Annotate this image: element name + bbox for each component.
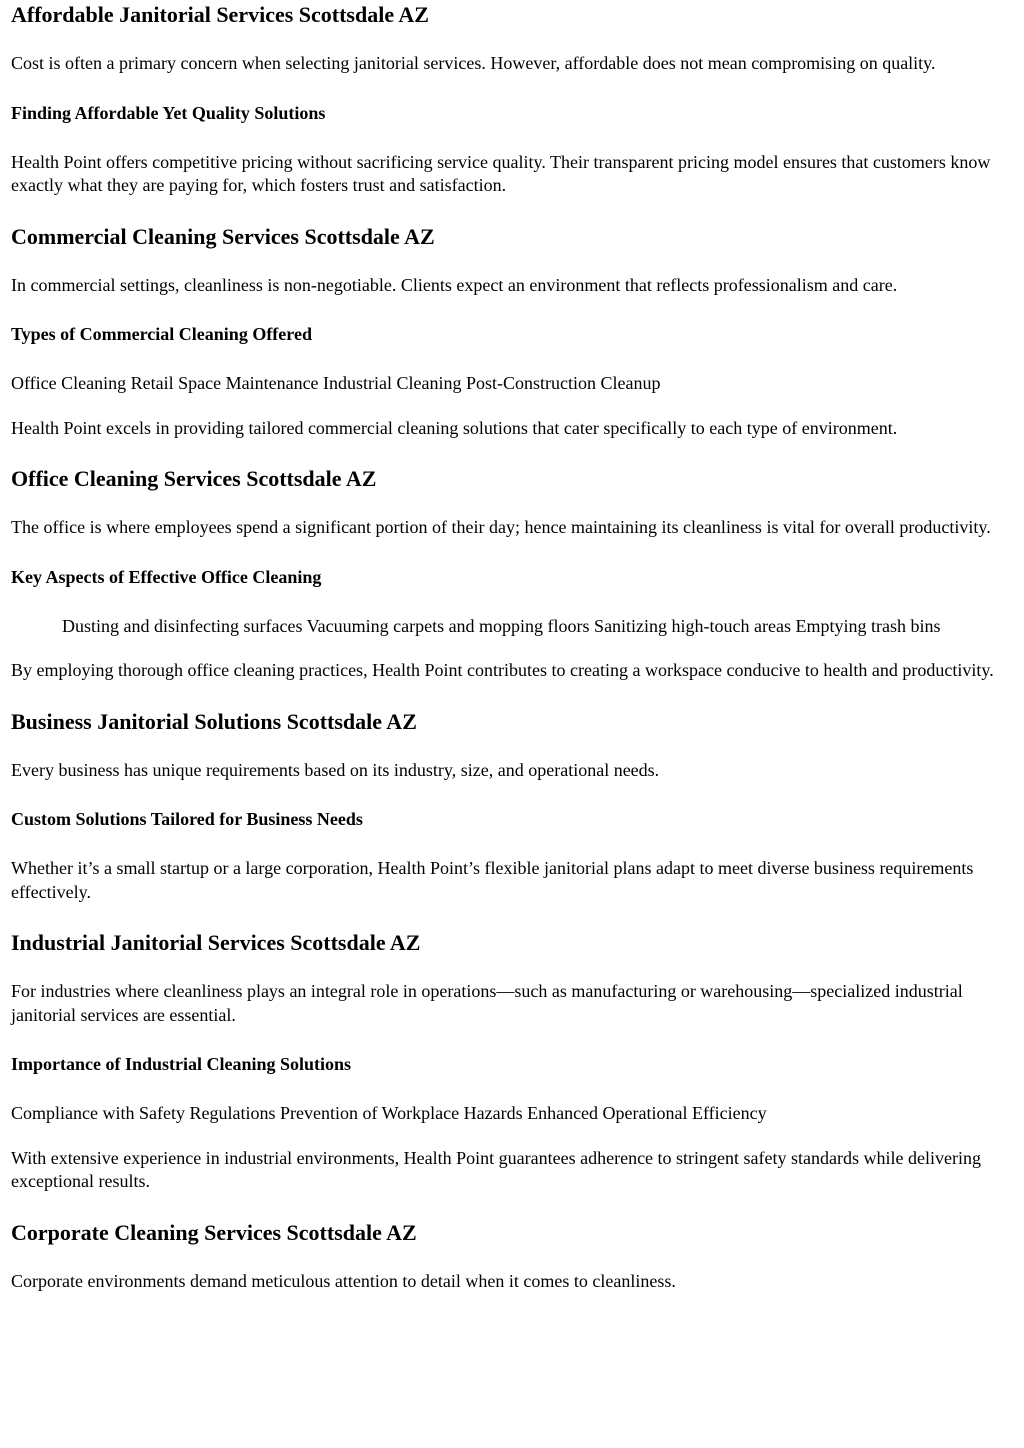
section-body: Health Point excels in providing tailored commercial cleaning solutions that cater specifically to each type of environment. [11,417,898,438]
section-heading: Affordable Janitorial Services Scottsdale AZ [11,2,429,27]
section-subheading: Custom Solutions Tailored for Business Needs [11,809,363,829]
section-heading: Business Janitorial Solutions Scottsdale AZ [11,708,417,734]
section-heading: Industrial Janitorial Services Scottsdale AZ [11,930,421,955]
section-business [11,709,1013,905]
section-body: By employing thorough office cleaning practices, Health Point contributes to creating a workspace conducive to health and productivity. [11,660,994,680]
section-body: Whether it’s a small startup or a large corporation, Health Point’s flexible janitorial plans adapt to meet diverse business requirements effectively. [11,858,974,902]
section-intro: Every business has unique requirements based on its industry, size, and operational needs. [11,759,660,780]
section-heading: Corporate Cleaning Services Scottsdale AZ [11,1219,417,1245]
section-subheading: Types of Commercial Cleaning Offered [11,324,312,344]
section-subheading: Importance of Industrial Cleaning Solutions [11,1054,352,1074]
service-list: Office Cleaning Retail Space Maintenance Industrial Cleaning Post-Construction Cleanup [11,373,661,393]
section-subheading: Key Aspects of Effective Office Cleaning [11,566,322,587]
section-heading: Commercial Cleaning Services Scottsdale AZ [11,223,435,249]
section-subheading: Finding Affordable Yet Quality Solutions [11,102,326,123]
service-list: Compliance with Safety Regulations Prevention of Workplace Hazards Enhanced Operational Efficiency [11,1103,767,1123]
section-industrial [11,930,1013,1194]
section-body: Health Point offers competitive pricing without sacrificing service quality. Their transparent pricing model ensures that customers know exactly what they are paying for, which fosters trust and satisfaction. [11,151,991,195]
section-office [11,466,1013,683]
section-commercial [11,224,1013,441]
service-list: Dusting and disinfecting surfaces Vacuuming carpets and mopping floors Sanitizing high-touch areas Emptying trash bins [62,615,941,636]
section-intro: In commercial settings, cleanliness is non-negotiable. Clients expect an environment that reflects professionalism and care. [11,274,898,295]
section-heading: Office Cleaning Services Scottsdale AZ [11,466,377,491]
section-intro: Cost is often a primary concern when selecting janitorial services. However, affordable does not mean compromising on quality. [11,53,936,73]
section-intro: Corporate environments demand meticulous attention to detail when it comes to cleanliness. [11,1270,676,1291]
section-corporate [11,1220,1013,1294]
section-intro: For industries where cleanliness plays an integral role in operations—such as manufacturing or warehousing—specialized industrial janitorial services are essential. [11,981,963,1025]
section-body: With extensive experience in industrial environments, Health Point guarantees adherence to stringent safety standards while delivering exceptional results. [11,1147,981,1191]
section-intro: The office is where employees spend a significant portion of their day; hence maintaining its cleanliness is vital for overall productivity. [11,517,991,537]
article [0,2,1024,1293]
section-affordable [11,2,1013,198]
